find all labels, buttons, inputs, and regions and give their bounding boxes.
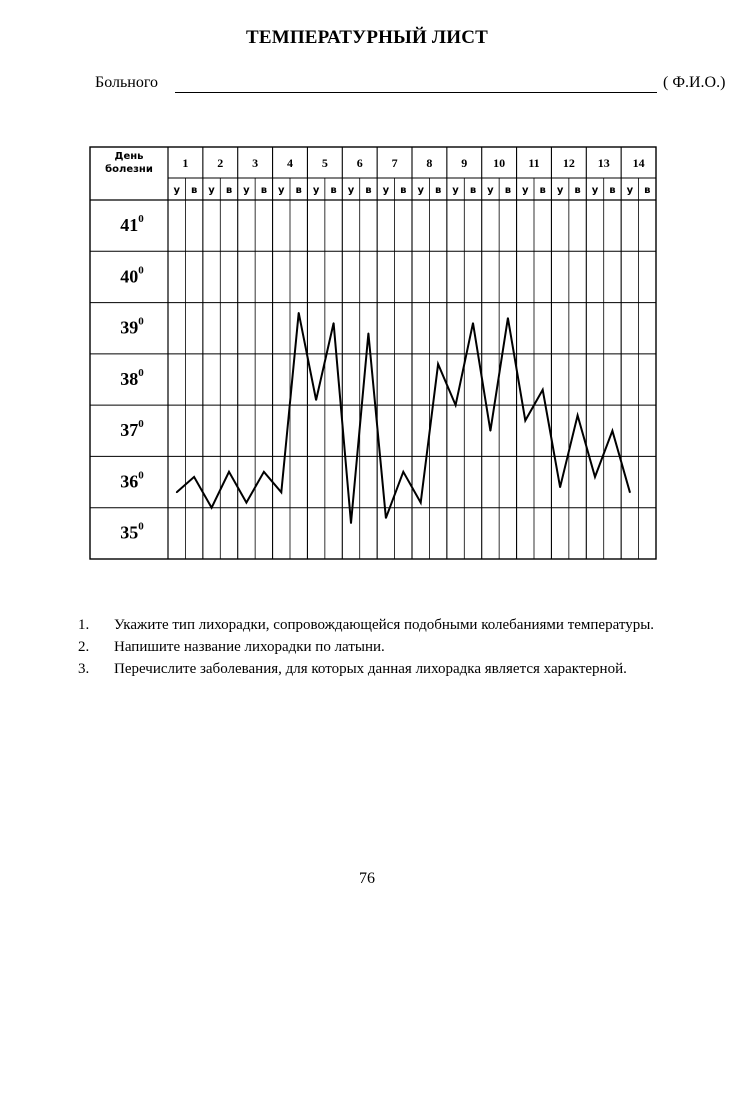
time-of-day-label: в [539, 185, 546, 196]
time-of-day-label: у [487, 185, 494, 196]
temperature-point [403, 471, 405, 473]
time-of-day-label: у [347, 185, 355, 196]
day-number-label: 7 [391, 156, 398, 170]
day-number-label: 14 [632, 156, 645, 170]
question-item [78, 637, 678, 657]
day-number-label: 6 [356, 156, 363, 170]
day-number-label: 1 [182, 156, 189, 170]
day-number-label: 11 [528, 156, 540, 170]
temperature-label: $36^0$ [120, 469, 144, 492]
temperature-point [368, 333, 370, 335]
temperature-point [455, 404, 457, 406]
question-number: 3. [78, 661, 90, 677]
temperature-point [612, 430, 614, 432]
temperature-point [298, 312, 300, 314]
day-number-label: 2 [217, 156, 224, 170]
time-of-day-label: в [330, 185, 337, 196]
time-of-day-label: в [609, 185, 616, 196]
temperature-point [193, 476, 195, 478]
temperature-point [211, 507, 213, 509]
temperature-point [333, 322, 335, 324]
temperature-point [385, 517, 387, 519]
time-of-day-label: в [574, 185, 581, 196]
temperature-point [437, 363, 439, 365]
temperature-point [281, 492, 283, 494]
temperature-point [629, 492, 631, 494]
temperature-point [176, 492, 178, 494]
day-number-label: 5 [321, 156, 328, 170]
temperature-point [246, 502, 248, 504]
document-title: ТЕМПЕРАТУРНЫЙ ЛИСТ [245, 27, 489, 48]
time-of-day-label: у [452, 185, 459, 196]
temperature-label: $40^0$ [120, 264, 144, 287]
time-of-day-label: у [417, 185, 424, 196]
question-text: Перечислите заболевания, для которых данная лихорадка является характерной. [114, 661, 627, 677]
patient-name-hint: ( Ф.И.О.) [663, 74, 726, 91]
temperature-label: $39^0$ [120, 315, 144, 338]
question-item [78, 659, 678, 679]
temperature-point [594, 476, 596, 478]
day-number-label: 8 [426, 156, 433, 170]
day-number-label: 9 [461, 156, 468, 170]
time-of-day-label: в [260, 185, 268, 196]
row-header-label: болезни [105, 164, 153, 175]
temperature-point [263, 471, 265, 473]
temperature-point [542, 389, 544, 391]
temperature-point [507, 317, 509, 319]
question-number: 2. [78, 639, 90, 655]
question-number: 1. [78, 617, 90, 633]
temperature-point [559, 486, 561, 488]
time-of-day-label: у [173, 185, 180, 196]
temperature-point [420, 502, 422, 504]
temperature-label: $38^0$ [120, 366, 144, 389]
time-of-day-label: у [312, 185, 320, 196]
row-header-label: День [114, 151, 144, 162]
time-of-day-label: в [644, 185, 651, 196]
time-of-day-label: в [469, 185, 477, 196]
temperature-label: $41^0$ [120, 213, 144, 235]
temperature-point [577, 415, 579, 417]
time-of-day-label: у [626, 185, 634, 196]
temperature-point [490, 430, 492, 432]
time-of-day-label: у [556, 185, 564, 196]
patient-label: Больного [95, 74, 158, 91]
time-of-day-label: в [225, 185, 233, 196]
question-text: Укажите тип лихорадки, сопровождающейся подобными колебаниями температуры. [114, 617, 655, 633]
time-of-day-label: у [382, 185, 390, 196]
day-number-label: 4 [287, 156, 293, 170]
chart-frame [90, 147, 656, 559]
time-of-day-label: у [243, 185, 250, 196]
time-of-day-label: у [278, 185, 285, 196]
temperature-label: $35^0$ [120, 520, 144, 543]
time-of-day-label: в [434, 185, 442, 196]
question-text: Напишите название лихорадки по латыни. [114, 639, 385, 655]
time-of-day-label: у [522, 185, 529, 196]
day-number-label: 10 [493, 156, 506, 170]
day-number-label: 13 [597, 156, 610, 170]
day-number-label: 12 [562, 156, 575, 170]
temperature-point [315, 399, 317, 401]
question-item [78, 615, 678, 635]
day-number-label: 3 [252, 156, 259, 170]
time-of-day-label: в [190, 185, 198, 196]
time-of-day-label: в [400, 185, 407, 196]
page-number: 76 [359, 870, 375, 887]
temperature-label: $37^0$ [120, 418, 144, 441]
time-of-day-label: у [208, 185, 215, 196]
temperature-curve [177, 313, 630, 523]
time-of-day-label: в [504, 185, 512, 196]
temperature-point [525, 420, 527, 422]
questions-list [78, 615, 678, 681]
temperature-point [228, 471, 230, 473]
temperature-point [350, 522, 352, 524]
time-of-day-label: в [295, 185, 302, 196]
temperature-point [472, 322, 474, 324]
time-of-day-label: в [365, 185, 372, 196]
time-of-day-label: у [591, 185, 599, 196]
